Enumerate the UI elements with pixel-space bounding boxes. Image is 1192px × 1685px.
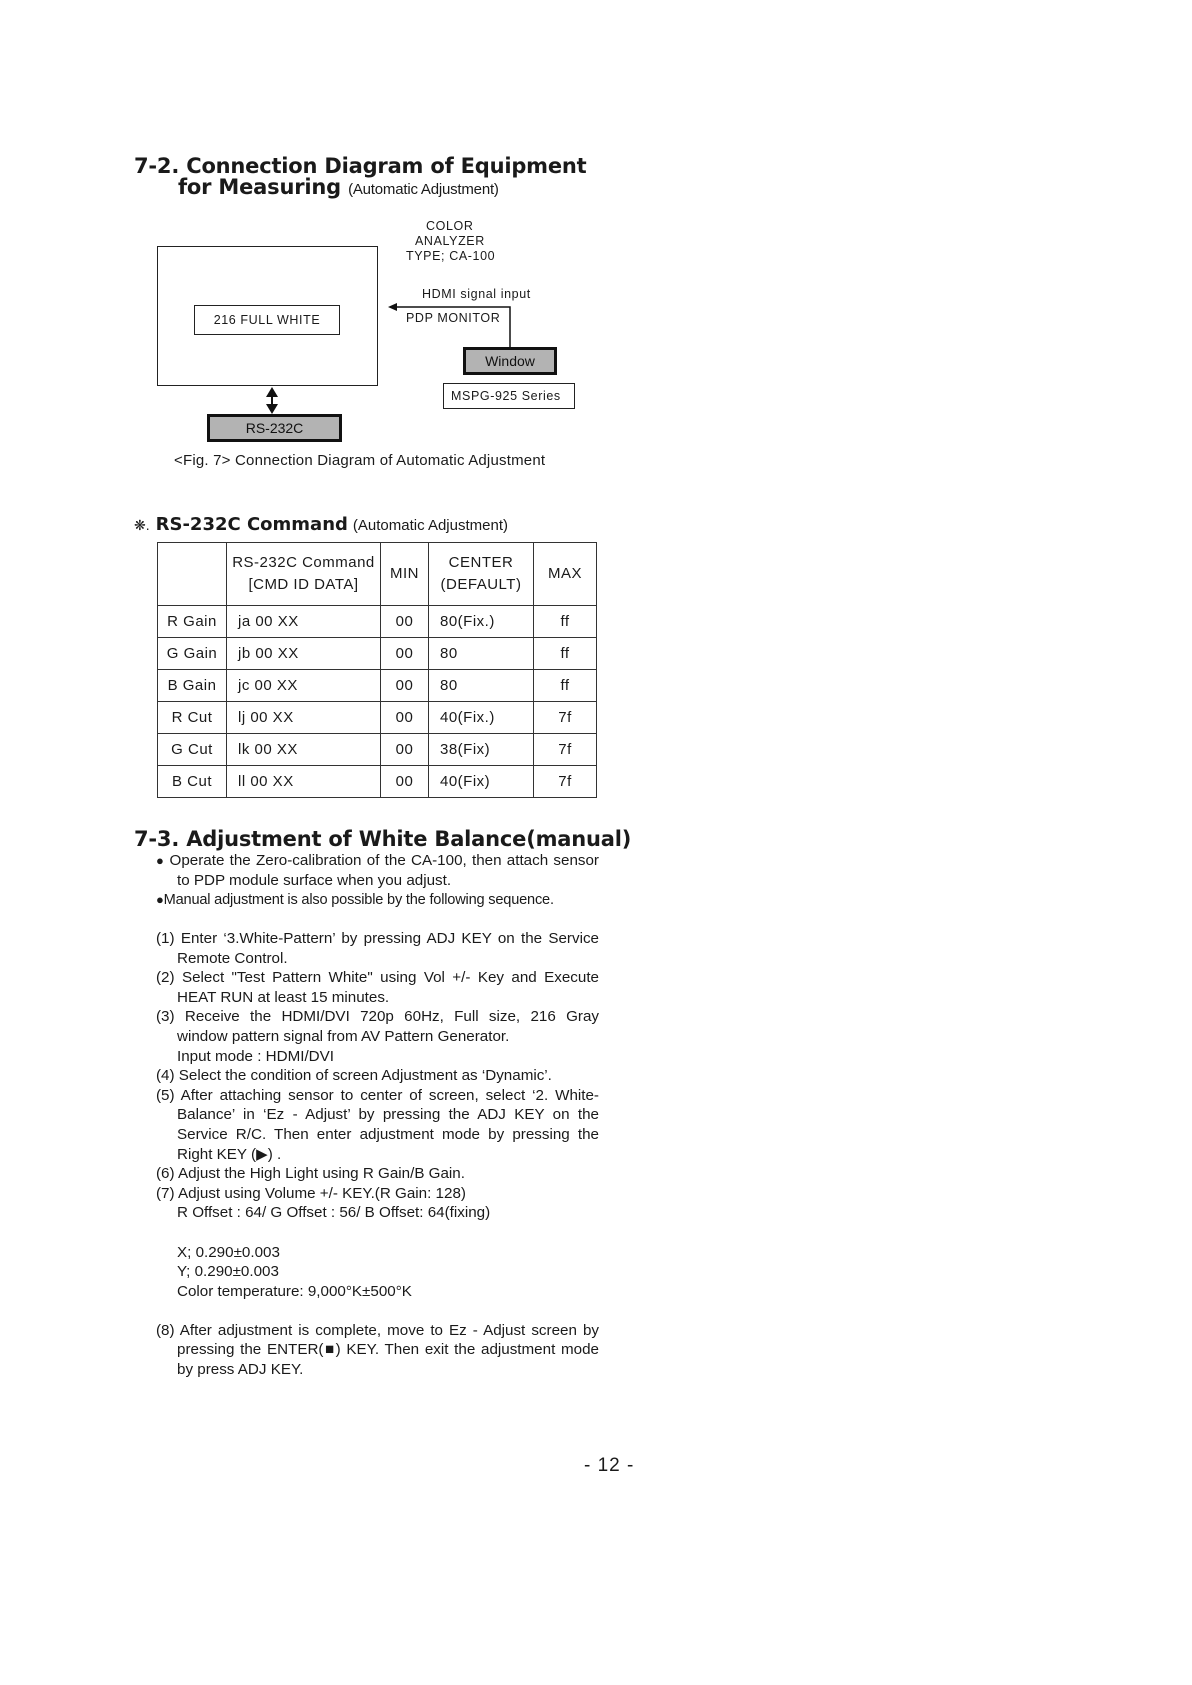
table-cell-center: 80 xyxy=(429,638,534,670)
table-header-row xyxy=(158,543,597,606)
table-cell-item: R Gain xyxy=(158,606,227,638)
table-cell-command: ll 00 XX xyxy=(227,766,381,798)
target-y: Y; 0.290±0.003 xyxy=(177,1263,279,1281)
table-cell-max: ff xyxy=(534,638,597,670)
section-7-2-title: 7-2. Connection Diagram of Equipment xyxy=(134,154,587,178)
pattern-label: 216 FULL WHITE xyxy=(213,313,321,327)
hdmi-signal-label: HDMI signal input xyxy=(422,287,531,301)
table-cell-center: 40(Fix.) xyxy=(429,702,534,734)
rs232c-title: RS-232C Command xyxy=(155,514,348,535)
section-7-3-steps xyxy=(156,929,599,1380)
target-x: X; 0.290±0.003 xyxy=(177,1243,280,1261)
step-item: (1) Enter ‘3.White-Pattern’ by pressing ADJ KEY on the Service Remote Control. xyxy=(156,930,599,967)
mspg-box xyxy=(443,383,575,409)
bullet-text: Manual adjustment is also possible by the following sequence. xyxy=(163,892,554,909)
table-cell-min: 00 xyxy=(381,670,429,702)
table-cell-min: 00 xyxy=(381,606,429,638)
rs232c-arrow-up xyxy=(266,387,278,397)
table-header-max: MAX xyxy=(534,543,597,606)
analyzer-label-line1: COLOR xyxy=(426,219,474,233)
rs232c-command-table xyxy=(157,542,597,798)
step-item: (2) Select "Test Pattern White" using Vol +/- Key and Execute HEAT RUN at least 15 minutes. xyxy=(156,969,599,1006)
spacer xyxy=(156,1223,599,1243)
table-cell-item: B Gain xyxy=(158,670,227,702)
section-7-3-body xyxy=(156,851,599,911)
rs232c-heading xyxy=(134,514,508,535)
analyzer-label-line3: TYPE; CA-100 xyxy=(406,249,496,263)
hdmi-signal-line xyxy=(396,307,510,347)
diagram-connectors xyxy=(0,0,1192,460)
table-row xyxy=(158,606,597,638)
table-cell-min: 00 xyxy=(381,766,429,798)
table-header-empty xyxy=(158,543,227,606)
analyzer-label-line2: ANALYZER xyxy=(415,234,485,248)
table-cell-max: 7f xyxy=(534,702,597,734)
table-row xyxy=(158,734,597,766)
step-item: (4) Select the condition of screen Adjustment as ‘Dynamic’. xyxy=(156,1067,552,1085)
table-cell-command: ja 00 XX xyxy=(227,606,381,638)
rs232c-arrow-down xyxy=(266,404,278,414)
table-cell-min: 00 xyxy=(381,734,429,766)
rs232c-marker: ❋. xyxy=(134,517,150,533)
table-cell-min: 00 xyxy=(381,702,429,734)
section-7-3-title: 7-3. Adjustment of White Balance(manual) xyxy=(134,827,632,851)
table-cell-item: G Gain xyxy=(158,638,227,670)
table-cell-item: B Cut xyxy=(158,766,227,798)
table-cell-max: ff xyxy=(534,670,597,702)
table-cell-min: 00 xyxy=(381,638,429,670)
spacer xyxy=(156,1301,599,1321)
target-color-temperature: Color temperature: 9,000°K±500°K xyxy=(177,1282,412,1300)
rs232c-subtitle: (Automatic Adjustment) xyxy=(352,517,508,534)
rs232c-box xyxy=(207,414,342,442)
table-cell-center: 38(Fix) xyxy=(429,734,534,766)
table-cell-command: jc 00 XX xyxy=(227,670,381,702)
table-cell-item: R Cut xyxy=(158,702,227,734)
table-cell-command: lj 00 XX xyxy=(227,702,381,734)
pdp-monitor-label: PDP MONITOR xyxy=(406,311,501,325)
mspg-label: MSPG-925 Series xyxy=(451,389,561,403)
step-detail: R Offset : 64/ G Offset : 56/ B Offset: 64(fixing) xyxy=(177,1204,491,1222)
bullet-dot-icon: ● xyxy=(156,892,164,908)
bullet-dot-icon: ● xyxy=(156,853,170,868)
table-row xyxy=(158,638,597,670)
table-cell-max: ff xyxy=(534,606,597,638)
hdmi-arrow-head xyxy=(388,303,397,311)
table-cell-max: 7f xyxy=(534,734,597,766)
table-header-center: CENTER (DEFAULT) xyxy=(429,543,534,606)
table-cell-command: jb 00 XX xyxy=(227,638,381,670)
table-cell-item: G Cut xyxy=(158,734,227,766)
table-row xyxy=(158,766,597,798)
figure-caption: <Fig. 7> Connection Diagram of Automatic Adjustment xyxy=(174,452,546,469)
rs232c-box-label: RS-232C xyxy=(245,420,304,436)
table-cell-command: lk 00 XX xyxy=(227,734,381,766)
window-box xyxy=(463,347,557,375)
table-cell-center: 80 xyxy=(429,670,534,702)
section-7-2-subtitle: (Automatic Adjustment) xyxy=(348,181,499,198)
table-row xyxy=(158,670,597,702)
table-cell-max: 7f xyxy=(534,766,597,798)
section-7-2-title-cont: for Measuring xyxy=(178,175,341,199)
table-cell-center: 40(Fix) xyxy=(429,766,534,798)
page-number: - 12 - xyxy=(584,1455,635,1476)
table-header-command: RS-232C Command [CMD ID DATA] xyxy=(227,543,381,606)
step-item: (3) Receive the HDMI/DVI 720p 60Hz, Full size, 216 Gray window pattern signal from AV Pattern Generator. xyxy=(156,1008,599,1045)
bullet-item xyxy=(156,890,599,911)
step-detail: Input mode : HDMI/DVI xyxy=(177,1047,334,1065)
bullet-item xyxy=(156,851,599,890)
table-cell-center: 80(Fix.) xyxy=(429,606,534,638)
bullet-text: Operate the Zero-calibration of the CA-100, then attach sensor to PDP module surface when you adjust. xyxy=(169,852,599,889)
window-label: Window xyxy=(485,353,535,369)
step-item: (5) After attaching sensor to center of screen, select ‘2. White-Balance’ in ‘Ez - Adjust’ by pressing the ADJ KEY on the Service R/C. Then enter adjustment mode by pressing the Right KEY (▶) . xyxy=(156,1086,599,1163)
step-item: (7) Adjust using Volume +/- KEY.(R Gain: 128) xyxy=(156,1184,466,1202)
table-row xyxy=(158,702,597,734)
step-item: (6) Adjust the High Light using R Gain/B Gain. xyxy=(156,1165,465,1183)
table-header-min: MIN xyxy=(381,543,429,606)
step-item: (8) After adjustment is complete, move to Ez - Adjust screen by pressing the ENTER(■) KEY. Then exit the adjustment mode by press ADJ KEY. xyxy=(156,1321,599,1379)
